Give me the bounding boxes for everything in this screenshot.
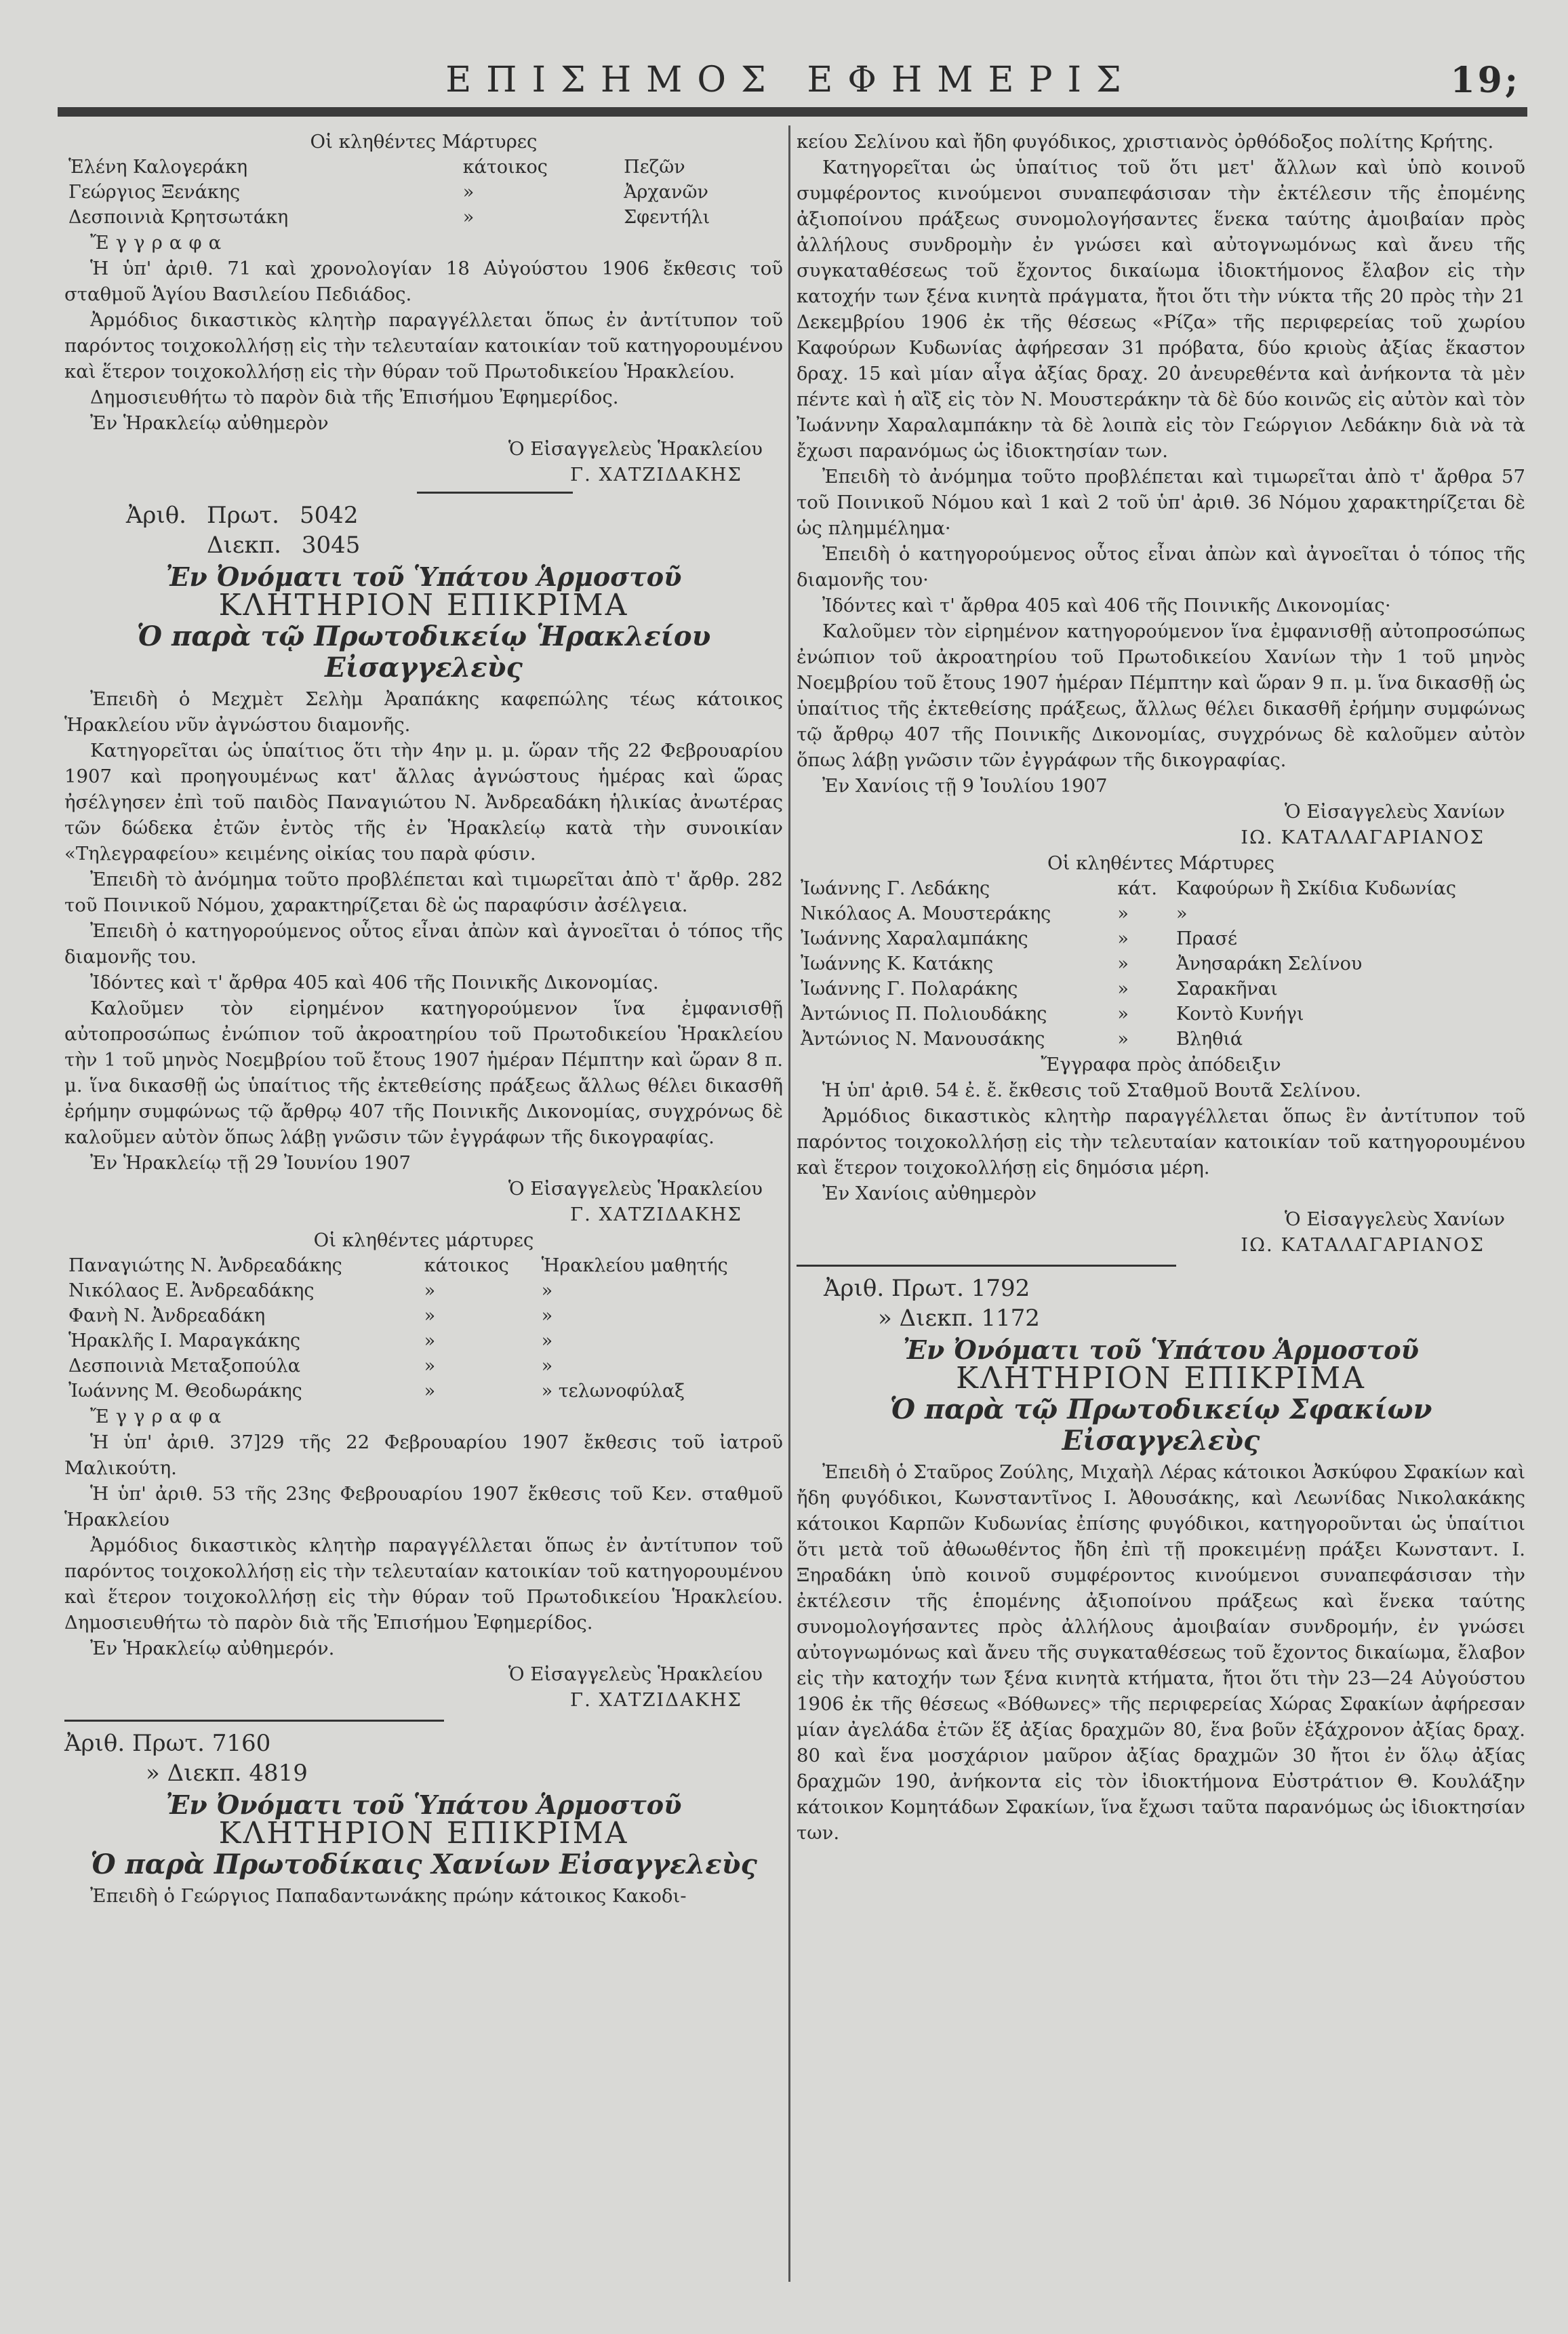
section-rule — [797, 1265, 1176, 1267]
witness-role: » — [1117, 1004, 1129, 1025]
heading-in-name: Ἐν Ὀνόματι τοῦ Ὑπάτου Ἁρμοστοῦ — [165, 1789, 682, 1820]
heading-prosecutor: Ὁ παρὰ τῷ Πρωτοδικείῳ Σφακίων Εἰσαγγελεὺς — [889, 1393, 1432, 1457]
witness-name: Ἑλένη Καλογεράκη — [68, 157, 248, 178]
witness-name: Νικόλαος Α. Μουστεράκης — [801, 903, 1051, 924]
paragraph: Κατηγορεῖται ὡς ὑπαίτιος ὅτι τὴν 4ην μ. μ. ὥραν τῆς 22 Φεβρουαρίου 1907 καὶ προηγουμένως κατ' ἄλλας ἀγνώστους ἡμέρας καὶ ὥρας ἠσέλγησεν ἐπὶ τοῦ παιδὸς Παναγιώτου Ν. Ἀνδρεαδάκη ἡλικίας ἀνωτέρας τῶν δώδεκα ἐτῶν ἐντὸς τῆς ἐν Ἡρακλείῳ κατὰ τὴν συνοικίαν «Τηλεγραφείου» κειμένης οἰκίας του παρὰ φύσιν. — [64, 740, 783, 865]
paragraph: Ἡ ὑπ' ἀριθ. 54 ἐ. ἔ. ἔκθεσις τοῦ Σταθμοῦ Βουτᾶ Σελίνου. — [822, 1080, 1361, 1101]
witness-place: Βληθιά — [1175, 1029, 1243, 1050]
witness-row — [797, 951, 1525, 976]
diekp-label: Διεκπ. — [207, 532, 281, 559]
witness-role: κάτ. — [1117, 878, 1157, 899]
witness-name: Παναγιώτης Ν. Ἀνδρεαδάκης — [68, 1255, 342, 1276]
witness-place: Σαρακῆναι — [1175, 978, 1278, 1000]
witness-place: Κοντὸ Κυνήγι — [1175, 1004, 1304, 1025]
witness-row — [64, 205, 783, 230]
witness-row — [797, 976, 1525, 1002]
witness-row — [64, 1379, 783, 1404]
witness-place: » τελωνοφύλαξ — [541, 1381, 685, 1402]
reference-numbers — [797, 1273, 1525, 1333]
witness-place: Ἀνησαράκη Σελίνου — [1175, 953, 1363, 974]
paragraph: Ἐπειδὴ ὁ Μεχμὲτ Σελὴμ Ἀραπάκης καφεπώλης τέως κάτοικος Ἡρακλείου νῦν ἀγνώστου διαμονῆς. — [64, 688, 783, 736]
paragraph: Ἰδόντες καὶ τ' ἄρθρα 405 καὶ 406 τῆς Ποινικῆς Δικονομίας. — [90, 972, 659, 993]
signature-name: Γ. ΧΑΤΖΙΔΑΚΗΣ — [569, 464, 742, 486]
witness-name: Γεώργιος Ξενάκης — [68, 182, 241, 203]
witness-table — [64, 1253, 783, 1404]
paragraph: Ἡ ὑπ' ἀριθ. 53 τῆς 23ης Φεβρουαρίου 1907 ἔκθεσις τοῦ Κεν. σταθμοῦ Ἡρακλείου — [64, 1483, 783, 1530]
witness-role: » — [1117, 953, 1129, 974]
witness-name: Ἰωάννης Κ. Κατάκης — [801, 953, 994, 974]
witness-row — [797, 876, 1525, 901]
heading-prosecutor: Ὁ παρὰ Πρωτοδίκαις Χανίων Εἰσαγγελεὺς — [90, 1848, 757, 1880]
documents-heading: Ἔγγραφα — [90, 1406, 228, 1427]
witness-table — [797, 876, 1525, 1052]
signature-name: ΙΩ. ΚΑΤΑΛΑΓΑΡΙΑΝΟΣ — [1241, 827, 1485, 848]
paragraph: Δημοσιευθήτω τὸ παρὸν διὰ τῆς Ἐπισήμου Ἐφημερίδος. — [90, 387, 619, 408]
witness-place: Πρασέ — [1175, 928, 1238, 949]
witness-name: Φανὴ Ν. Ἀνδρεαδάκη — [68, 1305, 266, 1326]
witness-row — [64, 1278, 783, 1303]
paragraph: Ἰδόντες καὶ τ' ἄρθρα 405 καὶ 406 τῆς Ποινικῆς Δικονομίας· — [822, 595, 1391, 616]
paragraph: Ἐπειδὴ τὸ ἀνόμημα τοῦτο προβλέπεται καὶ τιμωρεῖται ἀπὸ τ' ἄρθρ. 282 τοῦ Ποινικοῦ Νόμου, χαρακτηρίζεται δὲ ὡς παραφύσιν ἀσέλγεια. — [64, 869, 783, 916]
witness-role: » — [424, 1280, 436, 1301]
reference-numbers — [64, 500, 783, 560]
signature-role: Ὁ Εἰσαγγελεὺς Ἡρακλείου — [508, 438, 763, 460]
witness-place: Ἡρακλείου μαθητής — [541, 1255, 728, 1276]
paragraph: Ἐπειδὴ ὁ κατηγορούμενος οὗτος εἶναι ἀπὼν καὶ ἀγνοεῖται ὁ τόπος τῆς διαμονῆς του· — [797, 543, 1525, 591]
witness-role: κάτοικος — [424, 1255, 509, 1276]
reference-numbers — [64, 1728, 783, 1788]
heading-in-name: Ἐν Ὀνόματι τοῦ Ὑπάτου Ἁρμοστοῦ — [165, 561, 682, 592]
newspaper-title: ΕΠΙΣΗΜΟΣ ΕΦΗΜΕΡΙΣ — [445, 60, 1136, 100]
heading-kletirion: ΚΛΗΤΗΡΙΟΝ ΕΠΙΚΡΙΜΑ — [218, 1816, 629, 1851]
witness-name: Ἰωάννης Γ. Πολαράκης — [801, 978, 1018, 1000]
witness-name: Ἰωάννης Χαραλαμπάκης — [801, 928, 1028, 949]
signature-role: Ὁ Εἰσαγγελεὺς Ἡρακλείου — [508, 1178, 763, 1200]
witness-name: Ἡρακλῆς Ι. Μαραγκάκης — [68, 1330, 300, 1351]
diekp-line: » Διεκπ. 1172 — [878, 1305, 1040, 1332]
witness-name: Ἰωάννης Μ. Θεοδωράκης — [68, 1381, 302, 1402]
prot-line: Ἀριθ. Πρωτ. 7160 — [64, 1730, 271, 1757]
witness-row — [64, 155, 783, 180]
witness-row — [797, 926, 1525, 951]
witness-place: Καφούρων ἢ Σκίδια Κυδωνίας — [1175, 878, 1456, 899]
left-column — [64, 129, 783, 1909]
heading-prosecutor: Ὁ παρὰ τῷ Πρωτοδικείῳ Ἡρακλείου Εἰσαγγελεὺς — [136, 620, 711, 684]
paragraph: Ἀρμόδιος δικαστικὸς κλητὴρ παραγγέλλεται ὅπως ἐν ἀντίτυπον τοῦ παρόντος τοιχοκολλήσῃ εἰς τὴν τελευταίαν κατοικίαν τοῦ κατηγορουμένου καὶ ἕτερον τοιχοκολλήσῃ εἰς τὴν θύραν τοῦ Πρωτοδικείου Ἡρακλείου. — [64, 309, 783, 382]
prot-line: Ἀριθ. Πρωτ. 1792 — [824, 1275, 1030, 1302]
paragraph: Καλοῦμεν τὸν εἰρημένον κατηγορούμενον ἵνα ἐμφανισθῇ αὐτοπροσώπως ἐνώπιον τοῦ ἀκροατηρίου τοῦ Πρωτοδικείου Χανίων τὴν 1 τοῦ μηνὸς Νοεμβρίου τοῦ ἔτους 1907 ἡμέραν Πέμπτην καὶ ὥραν 9 π. μ. ἵνα δικασθῇ ὡς ὑπαίτιος τῆς ἐκτεθείσης πράξεως, ἄλλως θέλει δικασθῆ ἐρήμην συμφώνως τῷ ἄρθρῳ 407 τῆς Ποινικῆς Δικονομίας, συγχρόνως δὲ καλοῦμεν αὐτὸν ὅπως λάβῃ γνῶσιν τῶν ἐγγράφων τῆς δικογραφίας. — [797, 620, 1525, 771]
section-rule — [64, 1720, 444, 1722]
place-date: Ἐν Ἡρακλείῳ αὐθημερὸν — [90, 412, 329, 434]
column-divider — [788, 125, 790, 2282]
witness-place: » — [541, 1305, 553, 1326]
signature-name: Γ. ΧΑΤΖΙΔΑΚΗΣ — [569, 1204, 742, 1225]
witness-table — [64, 155, 783, 230]
paragraph: Κατηγορεῖται ὡς ὑπαίτιος τοῦ ὅτι μετ' ἄλλων καὶ ὑπὸ κοινοῦ συμφέροντος κινούμενοι συναπεφάσισαν τὴν ἐκτέλεσιν τῆς ἐπομένης ἀξιοποίνου πράξεως συνομολογήσαντες ἕνεκα ταύτης ἀμοιβαίαν πρὸς ἀλλήλους συνδρομὴν ἐν γνώσει καὶ αὐτογνωμόνως καὶ ἄνευ τῆς συγκαταθέσεως τοῦ ἔχοντος δικαίωμα ἰδιοκτήμονος ἔλαβον εἰς τὴν κατοχήν των ξένα κινητὰ πράγματα, ἤτοι ὅτι τὴν νύκτα τῆς 20 πρὸς τὴν 21 Δεκεμβρίου 1906 ἐκ τῆς θέσεως «Ρίζα» τῆς περιφερείας τοῦ χωρίου Καφούρων Κυδωνίας ἀφήρεσαν 31 πρόβατα, δύο κριοὺς ἀξίας ἕκαστον δραχ. 15 καὶ μίαν αἶγα ἀξίας δραχ. 20 ἀνευρεθέντα καὶ ἀνήκοντα τὰ μὲν πέντε καὶ ἡ αἲξ εἰς τὸν Ν. Μουστεράκην τὰ δὲ δύο κοινῶς εἰς αὐτὸν καὶ τὸν Ἰωάννην Χαραλαμπάκην τὰ δὲ λοιπὰ εἰς τὸν Γεώργιον Λεδάκην διὰ νὰ τὰ ἔχωσι παρανόμως ὡς ἰδιοκτησίαν των. — [797, 157, 1525, 462]
witnesses-title: Οἱ κληθέντες μάρτυρες — [313, 1229, 534, 1251]
heading-kletirion: ΚΛΗΤΗΡΙΟΝ ΕΠΙΚΡΙΜΑ — [956, 1361, 1366, 1396]
paragraph: Ἐπειδὴ ὁ Γεώργιος Παπαδαντωνάκης πρώην κάτοικος Κακοδι- — [90, 1885, 687, 1907]
witness-place: Ἀρχανῶν — [624, 182, 708, 203]
place-date: Ἐν Χανίοις αὐθημερὸν — [822, 1183, 1037, 1204]
paragraph: Ἐπειδὴ ὁ Σταῦρος Ζούλης, Μιχαὴλ Λέρας κάτοικοι Ἀσκύφου Σφακίων καὶ ἤδη φυγόδικοι, Κωνσταντῖνος Ι. Ἀθουσάκης, καὶ Λεωνίδας Νικολακάκης κάτοικοι Καρπῶν Κυδωνίας ἐπίσης φυγόδικοι, κατηγοροῦνται ὡς ὑπαίτιοι ὅτι μετὰ τοῦ ἀθωωθέντος ἤδη ἐπὶ τῇ προκειμένῃ πράξει Κωνσταντ. Ι. Ξηραδάκη ὑπὸ κοινοῦ συμφέροντος κινούμενοι συναπεφάσισαν τὴν ἐκτέλεσιν τῆς ἑπομένης ἀξιοποίνου πράξεως καὶ ἕνεκα ταύτης συνομολογήσαντες πρὸς ἀλλήλους ἀμοιβαίαν συνδρομήν, ἐν γνώσει αὐτογνωμόνως καὶ ἄνευ τῆς συγκαταθέσεως τοῦ ἔχοντος δικαίωμα, ἔλαβον εἰς τὴν κατοχήν των ξένα κινητὰ κτήματα, ἤτοι ὅτι τὴν 23—24 Αὐγούστου 1906 ἐκ τῆς θέσεως «Βόθωνες» τῆς περιφερείας Χώρας Σφακίων ἀφήρεσαν μίαν ἀγελάδα ἐτῶν ἕξ ἀξίας δραχμῶν 80, ἕνα βοῦν ἑξάχρονον ἀξίας δραχ. 80 καὶ ἕνα μοσχάριον μαῦρον ἀξίας δραχμῶν 30 ἤτοι ἐν ὅλῳ ἀξίας δραχμῶν 190, ἀνήκοντα εἰς τὸν ἰδιοκτήμονα Εὐστράτιον Θ. Κουλάξην κάτοικον Κομητάδων Σφακίων, ἵνα ἔχωσι ταῦτα παρανόμως ὡς ἰδιοκτησίαν των. — [797, 1461, 1525, 1844]
place-date: Ἐν Ἡρακλείῳ τῇ 29 Ἰουνίου 1907 — [90, 1152, 411, 1174]
witness-role: κάτοικος — [462, 157, 548, 178]
paragraph: Ἡ ὑπ' ἀριθ. 71 καὶ χρονολογίαν 18 Αὐγούστου 1906 ἔκθεσις τοῦ σταθμοῦ Ἁγίου Βασιλείου Πεδιάδος. — [64, 258, 783, 305]
witness-role: » — [462, 207, 475, 228]
witness-role: » — [424, 1305, 436, 1326]
witness-row — [64, 1303, 783, 1328]
witness-role: » — [424, 1356, 436, 1377]
witness-role: » — [462, 182, 475, 203]
arith-label: Ἀριθ. — [125, 502, 186, 529]
paragraph: Ἀρμόδιος δικαστικὸς κλητὴρ παραγγέλλεται ὅπως ἐν ἀντίτυπον τοῦ παρόντος τοιχοκολλήσῃ εἰς τὴν τελευταίαν κατοικίαν τοῦ κατηγορουμένου καὶ ἕτερον τοιχοκολλήσῃ εἰς τὴν θύραν τοῦ Πρωτοδικείου Ἡρακλείου. Δημοσιευθήτω τὸ παρὸν διὰ τῆς Ἐπισήμου Ἐφημερίδος. — [64, 1535, 783, 1634]
paragraph: Ἐπειδὴ ὁ κατηγορούμενος οὗτος εἶναι ἀπὼν καὶ ἀγνοεῖται ὁ τόπος τῆς διαμονῆς του. — [64, 920, 783, 968]
witness-name: Δεσποινιὰ Μεταξοπούλα — [68, 1356, 301, 1377]
witness-row — [797, 901, 1525, 926]
witness-name: Ἰωάννης Γ. Λεδάκης — [801, 878, 990, 899]
witness-name: Νικόλαος Ε. Ἀνδρεαδάκης — [68, 1280, 315, 1301]
signature-role: Ὁ Εἰσαγγελεὺς Χανίων — [1284, 801, 1505, 823]
place-date: Ἐν Ἡρακλείῳ αὐθημερόν. — [90, 1638, 335, 1659]
witness-place: Σφεντήλι — [624, 207, 710, 228]
witness-role: » — [424, 1330, 436, 1351]
witness-role: » — [1117, 978, 1129, 1000]
diekp-number: 3045 — [301, 532, 361, 559]
witness-place: » — [541, 1280, 553, 1301]
witness-row — [797, 1002, 1525, 1027]
signature-name: Γ. ΧΑΤΖΙΔΑΚΗΣ — [569, 1689, 742, 1711]
witness-role: » — [424, 1381, 436, 1402]
witness-place: Πεζῶν — [624, 157, 685, 178]
witnesses-title: Οἱ κληθέντες Μάρτυρες — [1047, 852, 1274, 874]
signature-role: Ὁ Εἰσαγγελεὺς Χανίων — [1284, 1208, 1505, 1230]
paragraph: Ἐπειδὴ τὸ ἀνόμημα τοῦτο προβλέπεται καὶ τιμωρεῖται ἀπὸ τ' ἄρθρα 57 τοῦ Ποινικοῦ Νόμου καὶ 1 καὶ 2 τοῦ ὑπ' ἀριθ. 36 Νόμου χαρακτηρίζεται δὲ ὡς πλημμέλημα· — [797, 466, 1525, 539]
witness-name: Ἀντώνιος Ν. Μανουσάκης — [801, 1029, 1045, 1050]
witness-role: » — [1117, 928, 1129, 949]
section-rule — [417, 492, 573, 494]
signature-role: Ὁ Εἰσαγγελεὺς Ἡρακλείου — [508, 1663, 763, 1685]
witness-name: Ἀντώνιος Π. Πολιουδάκης — [801, 1004, 1047, 1025]
prot-label: Πρωτ. — [207, 502, 279, 529]
diekp-line: » Διεκπ. 4819 — [146, 1760, 308, 1787]
paragraph: Καλοῦμεν τὸν εἰρημένον κατηγορούμενον ἵνα ἐμφανισθῇ αὐτοπροσώπως ἐνώπιον τοῦ ἀκροατηρίου τοῦ Πρωτοδικείου Ἡρακλείου τὴν 1 τοῦ μηνὸς Νοεμβρίου τοῦ ἔτους 1907 ἡμέραν Πέμπτην καὶ ὥραν 8 π. μ. ἵνα δικασθῇ ὡς ὑπαίτιος τῆς ἐκτεθείσης πράξεως ἄλλως θέλει δικασθῆ ἐρήμην συμφώνως τῷ ἄρθρῳ 407 τῆς Ποινικῆς Δικονομίας, συγχρόνως δὲ καλοῦμεν αὐτὸν ὅπως λάβῃ γνῶσιν τῶν ἐγγράφων τῆς δικογραφίας. — [64, 997, 783, 1148]
witness-row — [64, 1353, 783, 1379]
witness-row — [64, 1253, 783, 1278]
witness-place: » — [541, 1356, 553, 1377]
witness-place: » — [1175, 903, 1188, 924]
prot-number: 5042 — [299, 502, 359, 529]
witness-role: » — [1117, 1029, 1129, 1050]
paragraph: Ἀρμόδιος δικαστικὸς κλητὴρ παραγγέλλεται ὅπως ἓν ἀντίτυπον τοῦ παρόντος τοιχοκολλήσῃ εἰς τὴν τελευταίαν κατοικίαν τοῦ κατηγορουμένου καὶ ἕτερον τοιχοκολλήσῃ εἰς δημόσια μέρη. — [797, 1105, 1525, 1179]
witness-role: » — [1117, 903, 1129, 924]
heading-kletirion: ΚΛΗΤΗΡΙΟΝ ΕΠΙΚΡΙΜΑ — [218, 588, 629, 622]
running-header — [61, 60, 1521, 107]
page-number: 19; — [1450, 60, 1521, 101]
paragraph: Ἡ ὑπ' ἀριθ. 37]29 τῆς 22 Φεβρουαρίου 1907 ἔκθεσις τοῦ ἰατροῦ Μαλικούτη. — [64, 1431, 783, 1479]
heading-in-name: Ἐν Ὀνόματι τοῦ Ὑπάτου Ἁρμοστοῦ — [903, 1334, 1419, 1365]
header-rule — [58, 107, 1527, 117]
documents-heading: Ἔγγραφα — [90, 232, 228, 254]
witnesses-title: Οἱ κληθέντες Μάρτυρες — [310, 131, 538, 153]
right-column — [797, 129, 1525, 1846]
witness-name: Δεσποινιὰ Κρητσωτάκη — [68, 207, 289, 228]
documents-heading: Ἔγγραφα πρὸς ἀπόδειξιν — [1041, 1054, 1281, 1075]
witness-row — [797, 1027, 1525, 1052]
place-date: Ἐν Χανίοις τῇ 9 Ἰουλίου 1907 — [822, 775, 1108, 797]
witness-row — [64, 1328, 783, 1353]
signature-name: ΙΩ. ΚΑΤΑΛΑΓΑΡΙΑΝΟΣ — [1241, 1234, 1485, 1256]
witness-place: » — [541, 1330, 553, 1351]
paragraph: κείου Σελίνου καὶ ἤδη φυγόδικος, χριστιανὸς ὀρθόδοξος πολίτης Κρήτης. — [797, 131, 1494, 153]
witness-row — [64, 180, 783, 205]
